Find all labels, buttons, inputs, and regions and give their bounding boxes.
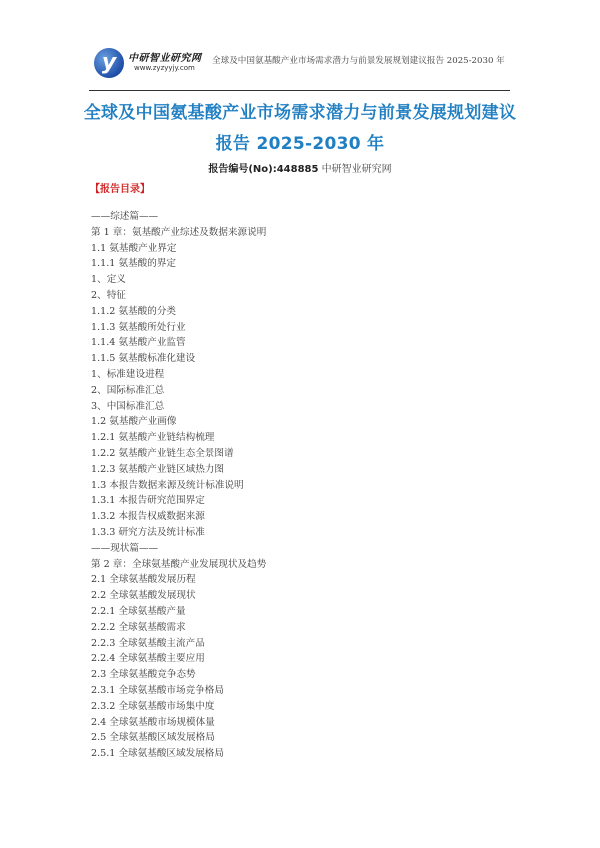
toc-item: 2.2.3 全球氨基酸主流产品 [91,637,205,649]
toc-item: 1.2.3 氨基酸产业链区域热力图 [91,463,224,475]
toc-item: 2.2 全球氨基酸发展现状 [91,590,196,602]
toc-item: 1.3.2 本报告权威数据来源 [91,511,205,523]
toc-heading: 【报告目录】 [90,184,150,195]
logo-url[interactable]: www.zyzyyjy.com [134,64,195,72]
document-title-line2: 报告 2025-2030 年 [215,134,385,154]
toc-chapter: 第 1 章：氨基酸产业综述及数据来源说明 [91,226,267,238]
toc-item: 1.3.3 研究方法及统计标准 [91,526,205,538]
report-number [80,160,520,175]
logo-name: 中研智业研究网 [128,53,202,64]
toc-item: 2.4 全球氨基酸市场规模体量 [91,716,215,728]
toc-item: 2.3.2 全球氨基酸市场集中度 [91,700,215,712]
toc-item: 2.2.4 全球氨基酸主要应用 [91,653,205,665]
page-header [90,44,510,88]
site-logo[interactable] [90,44,210,84]
toc-item: 1.1.5 氨基酸标准化建设 [91,353,196,365]
toc-item: 1.3 本报告数据来源及统计标准说明 [91,479,244,491]
table-of-contents [91,209,266,762]
toc-item: 1.2 氨基酸产业画像 [91,416,177,428]
toc-item: 1、标准建设进程 [91,368,165,380]
toc-section-divider: ——现状篇—— [91,542,159,554]
toc-item: 1.1 氨基酸产业界定 [91,242,177,254]
toc-item: 1.1.3 氨基酸所处行业 [91,321,186,333]
toc-item: 2.3 全球氨基酸竞争态势 [91,669,196,681]
toc-item: 1、定义 [91,274,126,286]
report-org: 中研智业研究网 [318,164,392,175]
toc-chapter: 第 2 章：全球氨基酸产业发展现状及趋势 [91,558,267,570]
toc-item: 1.1.2 氨基酸的分类 [91,305,177,317]
toc-item: 1.1.4 氨基酸产业监管 [91,337,186,349]
toc-item: 2、国际标准汇总 [91,384,165,396]
toc-item: 1.3.1 本报告研究范围界定 [91,495,205,507]
running-header-title: 全球及中国氨基酸产业市场需求潜力与前景发展规划建议报告 2025-2030 年 [212,56,505,66]
header-divider [89,90,510,91]
toc-item: 2.5 全球氨基酸区域发展格局 [91,732,215,744]
toc-item: 1.2.2 氨基酸产业链生态全景图谱 [91,447,234,459]
toc-item: 2.3.1 全球氨基酸市场竞争格局 [91,684,224,696]
toc-section-divider: ——综述篇—— [91,211,159,222]
toc-item: 2.1 全球氨基酸发展历程 [91,574,196,586]
report-number-label: 报告编号(No):448885 [208,164,319,175]
toc-item: 2、特征 [91,289,126,301]
toc-item: 2.2.1 全球氨基酸产量 [91,605,186,617]
toc-item: 3、中国标准汇总 [91,400,165,412]
toc-item: 2.2.2 全球氨基酸需求 [91,621,186,633]
logo-y-icon: y [101,50,117,75]
toc-item: 2.5.1 全球氨基酸区域发展格局 [91,748,224,760]
document-title-line1: 全球及中国氨基酸产业市场需求潜力与前景发展规划建议 [83,103,517,123]
toc-item: 1.1.1 氨基酸的界定 [91,258,177,270]
toc-item: 1.2.1 氨基酸产业链结构梳理 [91,432,215,444]
